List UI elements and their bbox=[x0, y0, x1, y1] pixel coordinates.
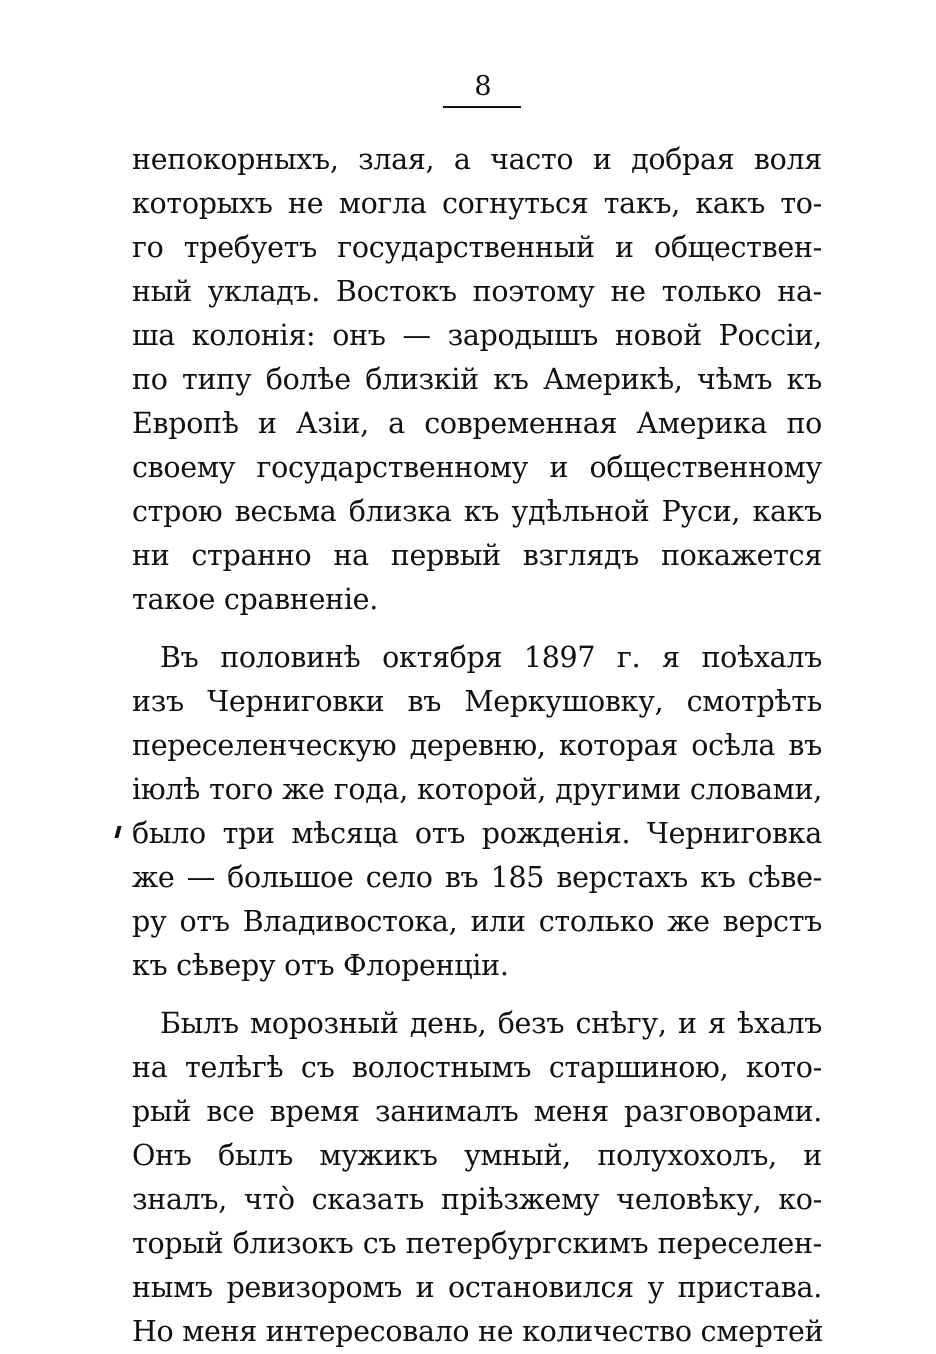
text-line: нымъ ревизоромъ и остановился у пристава. bbox=[132, 1271, 822, 1304]
paragraph bbox=[132, 636, 822, 988]
paragraph bbox=[132, 138, 822, 622]
page-number-rule bbox=[443, 106, 521, 108]
paragraph bbox=[132, 1002, 822, 1354]
text-line: ный укладъ. Востокъ поэтому не только на- bbox=[132, 275, 822, 308]
text-line: же — большое село въ 185 верстахъ къ сѣве- bbox=[132, 861, 822, 894]
paragraph-gap bbox=[132, 988, 822, 1002]
text-line: ни странно на первый взглядъ покажется bbox=[132, 539, 822, 572]
text-line: изъ Черниговки въ Меркушовку, смотрѣть bbox=[132, 685, 822, 718]
text-line: торый близокъ съ петербургскимъ переселен- bbox=[132, 1227, 822, 1260]
text-line: непокорныхъ, злая, а часто и добрая воля bbox=[132, 143, 822, 176]
text-line: къ сѣверу отъ Флоренціи. bbox=[132, 949, 509, 982]
text-line: Онъ былъ мужикъ умный, полухохолъ, и bbox=[132, 1139, 822, 1172]
body-text bbox=[132, 138, 822, 1354]
text-line: такое сравненіе. bbox=[132, 583, 378, 616]
text-line: Въ половинѣ октября 1897 г. я поѣхалъ bbox=[160, 641, 822, 674]
text-line: рый все время занималъ меня разговорами. bbox=[132, 1095, 822, 1128]
margin-mark bbox=[114, 826, 121, 838]
text-line: своему государственному и общественному bbox=[132, 451, 822, 484]
text-line: по типу болѣе близкій къ Америкѣ, чѣмъ къ bbox=[132, 363, 822, 396]
text-line: зналъ, что̀ сказать пріѣзжему человѣку, ко- bbox=[132, 1183, 822, 1216]
text-line: ру отъ Владивостока, или столько же верстъ bbox=[132, 905, 822, 938]
text-line: строю весьма близка къ удѣльной Руси, какъ bbox=[132, 495, 822, 528]
text-line: Но меня интересовало не количество смертей bbox=[132, 1315, 824, 1348]
text-line: было три мѣсяца отъ рожденія. Черниговка bbox=[132, 817, 822, 850]
text-line: переселенческую деревню, которая осѣла въ bbox=[132, 729, 822, 762]
text-line: которыхъ не могла согнуться такъ, какъ то- bbox=[132, 187, 822, 220]
paragraph-gap bbox=[132, 622, 822, 636]
text-line: Европѣ и Азіи, а современная Америка по bbox=[132, 407, 822, 440]
text-line: Былъ морозный день, безъ снѣгу, и я ѣхалъ bbox=[160, 1007, 822, 1040]
text-line: го требуетъ государственный и обществен- bbox=[132, 231, 822, 264]
text-line: ша колонія: онъ — зародышъ новой Россіи, bbox=[132, 319, 822, 352]
page-number: 8 bbox=[474, 71, 492, 102]
text-line: на телѣгѣ съ волостнымъ старшиною, кото- bbox=[132, 1051, 822, 1084]
text-line: іюлѣ того же года, которой, другими словами, bbox=[132, 773, 822, 806]
